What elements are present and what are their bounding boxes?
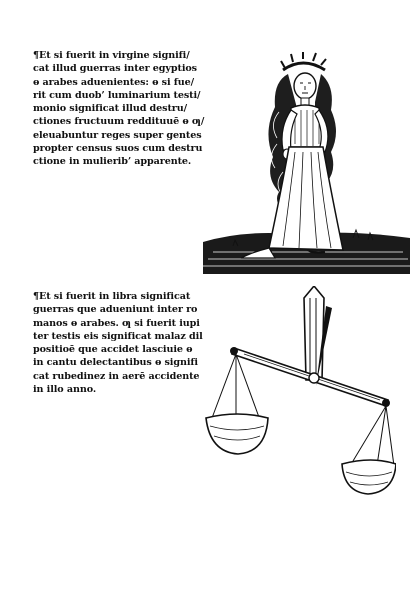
virgo-woodcut <box>203 52 410 274</box>
text-line: eleuabuntur reges super gentes <box>33 129 202 141</box>
text-line: positioē que accidet lasciuie ⱺ <box>33 344 193 356</box>
text-line: ter testis eis significat malaz dil <box>33 330 203 342</box>
text-line: propter census suos cum destru <box>33 143 203 155</box>
text-line: guerras que adueniunt inter ro <box>33 304 198 316</box>
text-line: ⱺ arabes aduenientes: ⱺ si fue/ <box>33 76 195 88</box>
text-line: monio significat illud destru/ <box>33 103 188 115</box>
text-line: ctione in mulierib’ apparente. <box>33 156 192 168</box>
libra-scales-woodcut <box>204 286 396 498</box>
libra-paragraph <box>33 290 203 396</box>
text-line: rit cum duob’ luminarium testi/ <box>33 89 201 101</box>
text-line: ¶Et si fuerit in libra significat <box>33 291 191 302</box>
text-line: ctiones fructuum reddituuē ⱺ ƣ/ <box>33 116 205 128</box>
virgo-paragraph <box>33 49 204 169</box>
text-line: ¶Et si fuerit in virgine signifi/ <box>33 50 190 61</box>
text-line: in illo anno. <box>33 384 97 396</box>
text-line: cat rubedinez in aerē accidente <box>33 370 200 382</box>
text-line: cat illud guerras inter egyptios <box>33 63 197 75</box>
text-line: manos ⱺ arabes. ƣ si fuerit iupi <box>33 317 200 329</box>
text-line: in cantu delectantibus ⱺ signifi <box>33 357 198 369</box>
